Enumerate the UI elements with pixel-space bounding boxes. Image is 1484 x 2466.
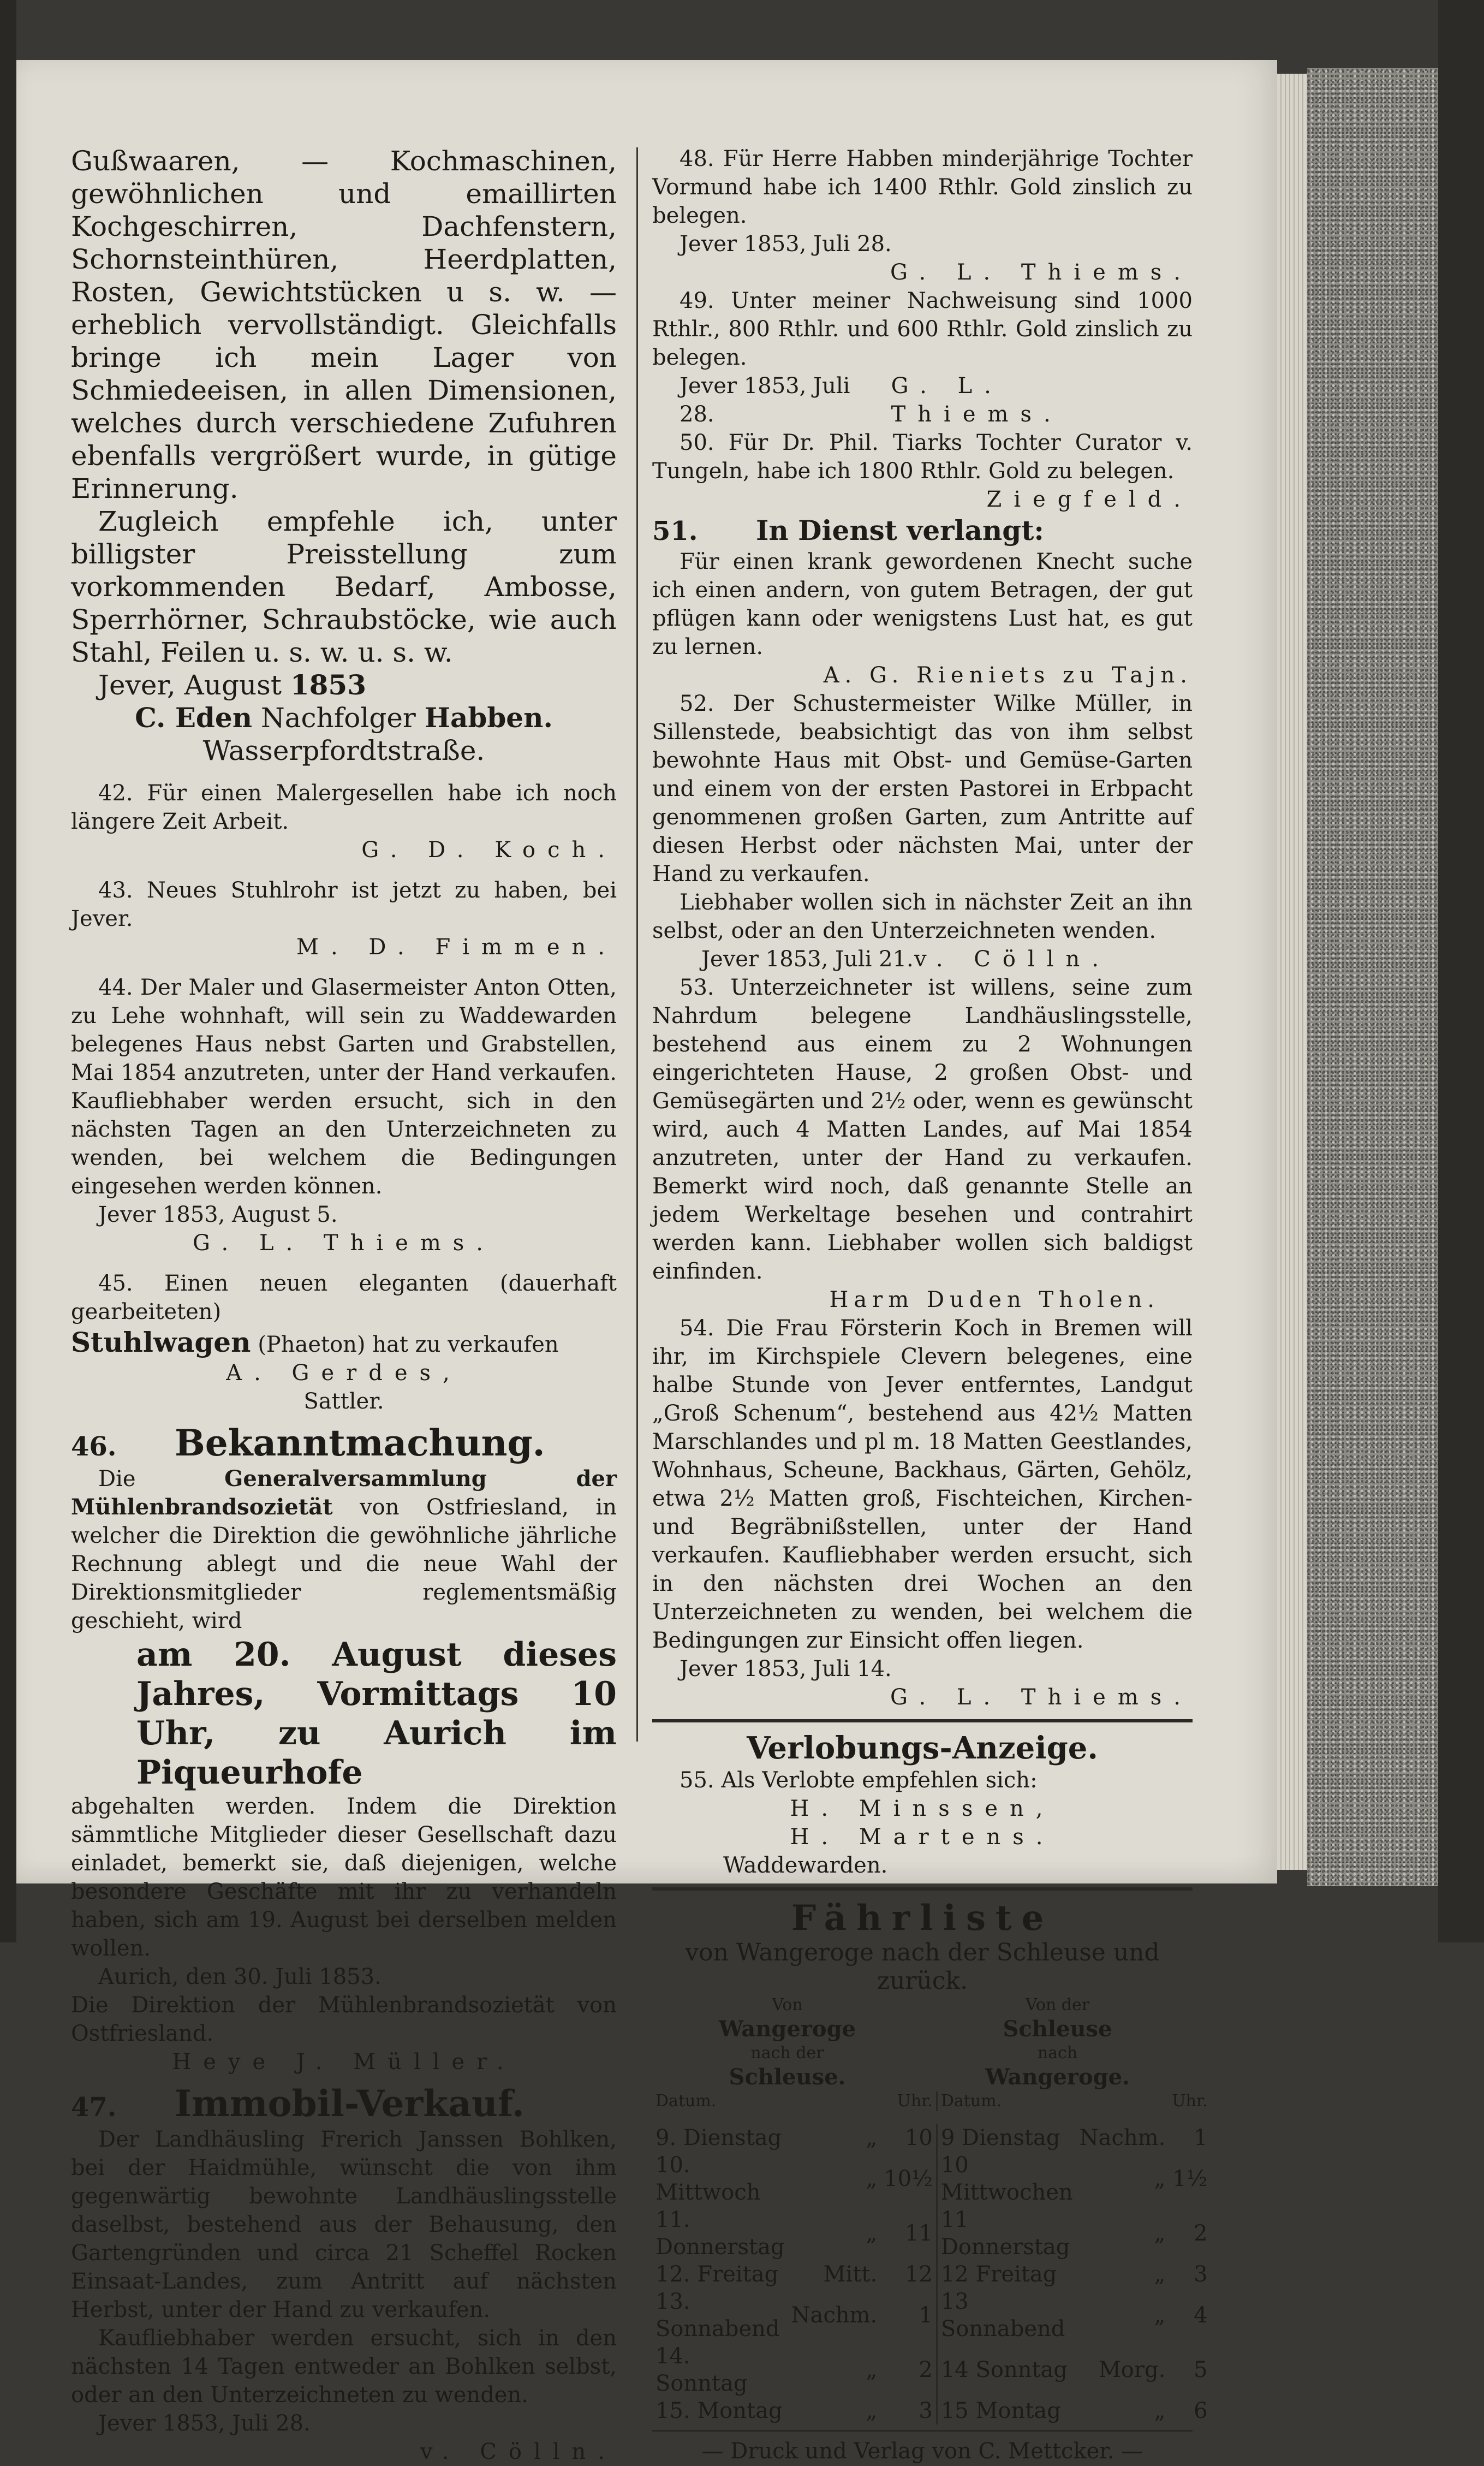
ad-51-heading xyxy=(652,514,1193,548)
ferry-outbound-mark: Nachm. xyxy=(791,2303,878,2328)
scan-background-left xyxy=(0,0,16,1942)
ferry-outbound-mark: „ xyxy=(866,2398,878,2423)
jever-dateline xyxy=(71,669,617,702)
ferry-schedule-table xyxy=(652,2091,1211,2425)
table-row xyxy=(652,2261,1211,2288)
ferry-return-day: 10 Mittwochen xyxy=(940,2153,1073,2205)
ferry-return-mark: „ xyxy=(1154,2221,1166,2246)
ad-45-line2 xyxy=(71,1326,617,1359)
table-row xyxy=(652,2288,1211,2343)
ad-55-name-2: H. Martens. xyxy=(790,1825,1055,1850)
ferry-right-to: Wangeroge. xyxy=(985,2064,1130,2090)
eden-signature xyxy=(71,702,617,734)
intro-paragraph-1: Gußwaaren, — Kochmaschinen, gewöhnlichen und emaillirten Kochgeschirren, Dachfenstern, Schornsteinthüren, Heerdplatten, Rosten, Gewichtstücken u s. w. — erheblich vervollständigt. Gleichfalls bringe ich mein Lager von Schmiedeeisen, in allen Dimensionen, welches durch verschiedene Zufuhren ebenfalls vergrößert wurde, in gütige Erinnerung. xyxy=(71,145,617,504)
col-datum-1: Datum. xyxy=(655,2091,717,2111)
ad-52-text-2: Liebhaber wollen sich in nächster Zeit an ihn selbst, oder an den Unterzeichneten wenden. xyxy=(652,890,1193,943)
ad-46-signature: Heye J. Müller. xyxy=(172,2049,516,2075)
ad-54-text: 54. Die Frau Försterin Koch in Bremen will ihr, im Kirchspiele Clevern belegenes, eine halbe Stunde von Jever entferntes, Landgut „Groß Schenum“, bestehend aus 42½ Matten Marschlandes und pl m. 18 Matten Geestlandes, Wohnhaus, Scheune, Backhaus, Gärten, Gehölz, etwa 2½ Matten groß, Fischteichen, Kirchen- und Begräbnißstellen, unter der Hand verkaufen. Kaufliebhaber werden ersucht, sich in den nächsten drei Wochen an den Unterzeichneten zu wenden, bei welchem die Bedingungen zur Einsicht offen liegen. xyxy=(652,1316,1193,1653)
ferry-return-time: 1½ xyxy=(1172,2166,1208,2191)
ferry-return-time: 2 xyxy=(1194,2221,1208,2246)
scan-background-right xyxy=(1438,0,1484,1942)
ad-47-paragraph-1: Der Landhäusling Frerich Janssen Bohlken, bei der Haidmühle, wünscht die von ihm gegenwärtig bewohnte Landhäuslingsstelle daselbst, bestehend aus der Behausung, den Gartengründen und circa 21 Scheffel Rocken Einsaat-Landes, zum Antritt auf nächsten Herbst, unter der Hand zu verkaufen. xyxy=(71,2127,617,2322)
ferry-subtitle: von Wangeroge nach der Schleuse und zurück. xyxy=(685,1939,1160,1995)
ferry-outbound-time: 10 xyxy=(880,2124,937,2152)
ad-51-title: In Dienst verlangt: xyxy=(756,514,1044,546)
ferry-return-time: 4 xyxy=(1194,2303,1208,2328)
ferry-outbound-mark: Mitt. xyxy=(823,2262,878,2287)
ad-46-paragraph-2: abgehalten werden. Indem die Direktion sämmtliche Mitglieder dieser Gesellschaft dazu einladet, bemerkt sie, daß diejenigen, welche besondere Geschäfte mit ihr zu verhandeln haben, sich am 19. August bei derselben melden wollen. xyxy=(71,1794,617,1961)
table-row xyxy=(652,2124,1211,2152)
ad-47-number: 47. xyxy=(71,2092,117,2123)
ferry-return-day: 11 Donnerstag xyxy=(940,2207,1070,2260)
ferry-outbound-mark: „ xyxy=(866,2166,878,2191)
ferry-outbound-time: 2 xyxy=(880,2343,937,2397)
ad-55-name-1: H. Minssen, xyxy=(790,1796,1055,1821)
ad-50-text: 50. Für Dr. Phil. Tiarks Tochter Curator v. Tungeln, habe ich 1800 Rthlr. Gold zu belegen. xyxy=(652,430,1193,484)
ferry-return-time: 1 xyxy=(1194,2125,1208,2150)
ad-46-date: Aurich, den 30. Juli 1853. xyxy=(98,1964,382,1989)
ad-48-date: Jever 1853, Juli 28. xyxy=(680,231,892,257)
ad-49-text: 49. Unter meiner Nachweisung sind 1000 Rthlr., 800 Rthlr. und 600 Rthlr. Gold zinslich zu belegen. xyxy=(652,288,1193,370)
table-bottom-rule xyxy=(652,2430,1193,2432)
table-row xyxy=(652,2397,1211,2425)
ferry-return-day: 9 Dienstag xyxy=(940,2125,1060,2150)
ferry-right-von: Von der xyxy=(1025,1995,1090,2015)
ad-45-bold: Stuhlwagen xyxy=(71,1326,251,1358)
right-column xyxy=(652,145,1208,2465)
ferry-outbound-day: 10. Mittwoch xyxy=(655,2153,761,2205)
ad-44-date: Jever 1853, August 5. xyxy=(98,1202,338,1227)
ferry-return-time: 3 xyxy=(1194,2262,1208,2287)
ad-46-number: 46. xyxy=(71,1431,117,1462)
ferry-right-nach: nach xyxy=(1037,2043,1078,2063)
ad-43-signature: M. D. Fimmen. xyxy=(296,935,617,960)
ad-46-p1-a: Die xyxy=(98,1466,136,1492)
marbled-book-edge xyxy=(1307,68,1438,1886)
column-divider xyxy=(636,147,638,1742)
ferry-outbound-day: 12. Freitag xyxy=(655,2262,779,2287)
ferry-return-day: 13 Sonnabend xyxy=(940,2289,1065,2342)
ferry-return-mark: „ xyxy=(1154,2262,1166,2287)
ferry-rows xyxy=(652,2124,1211,2425)
eden-street: Wasserpfordtstraße. xyxy=(202,735,485,766)
ad-54-date: Jever 1853, Juli 14. xyxy=(680,1656,892,1681)
table-row xyxy=(652,2343,1211,2397)
ad-51-text: Für einen krank gewordenen Knecht suche ich einen andern, von gutem Betragen, der gut pflügen kann oder wenigstens Lust hat, es gut zu lernen. xyxy=(652,549,1193,659)
ferry-left-to: Schleuse. xyxy=(729,2064,846,2090)
ferry-return-day: 15 Montag xyxy=(940,2398,1061,2423)
ad-49-signature: G. L. Thiems. xyxy=(891,373,1063,427)
ad-52-text: 52. Der Schustermeister Wilke Müller, in Sillenstede, beabsichtigt das von ihm selbst bewohnte Haus mit Obst- und Gemüse-Garten und einem von der ersten Pastorei in Erbpacht genommenen großen Garten, zum Antritte auf diesen Herbst oder nächsten Mai, unter der Hand zu verkaufen. xyxy=(652,691,1193,887)
ad-53-text: 53. Unterzeichneter ist willens, seine zum Nahrdum belegene Landhäuslingsstelle, bestehend aus einem zu 2 Wohnungen eingerichteten Hause, 2 großen Obst- und Gemüsegärten und 2½ oder, wenn es gewünscht wird, auch 4 Matten Landes, auf Mai 1854 anzutreten, unter der Hand zu verkaufen. Bemerkt wird noch, daß genannte Stelle an jedem Werkeltage besehen und contrahirt werden kann. Liebhaber wollen sich baldigst einfinden. xyxy=(652,975,1193,1284)
ferry-left-von: Von xyxy=(772,1995,803,2015)
ferry-left-nach: nach der xyxy=(750,2043,824,2063)
ad-42-text: 42. Für einen Malergesellen habe ich noch längere Zeit Arbeit. xyxy=(71,781,617,834)
ferry-outbound-mark: „ xyxy=(866,2357,878,2382)
ad-52-date: Jever 1853, Juli 21. xyxy=(701,947,914,972)
ad-47-heading xyxy=(71,2082,617,2125)
ferry-outbound-time: 1 xyxy=(880,2288,937,2343)
ferry-table-header xyxy=(652,2091,1211,2111)
divider-rule-2 xyxy=(652,1887,1193,1891)
ad-48-signature: G. L. Thiems. xyxy=(890,260,1193,285)
jever-year: 1853 xyxy=(290,669,367,701)
ad-46-big-notice: am 20. August dieses Jahres, Vormittags 10 Uhr, zu Aurich im Piqueurhofe xyxy=(136,1636,617,1792)
ferry-outbound-day: 14. Sonntag xyxy=(655,2344,748,2396)
ad-55-text: 55. Als Verlobte empfehlen sich: xyxy=(680,1768,1038,1793)
ferry-return-mark: „ xyxy=(1154,2303,1166,2328)
ad-52-footer xyxy=(652,945,1193,973)
col-uhr-2: Uhr. xyxy=(1172,2091,1208,2111)
ferry-outbound-day: 13. Sonnabend xyxy=(655,2289,780,2342)
ferry-right-from: Schleuse xyxy=(1003,2016,1112,2042)
ad-45-text: 45. Einen neuen eleganten (dauerhaft gearbeiteten) xyxy=(71,1271,617,1324)
col-datum-2: Datum. xyxy=(940,2091,1002,2111)
ferry-outbound-time: 12 xyxy=(880,2261,937,2288)
ferry-outbound-time: 10½ xyxy=(880,2152,937,2206)
ad-42-signature: G. D. Koch. xyxy=(361,837,617,863)
ad-43-text: 43. Neues Stuhlrohr ist jetzt zu haben, bei Jever. xyxy=(71,878,617,931)
ferry-outbound-mark: „ xyxy=(866,2125,878,2150)
ad-46-p1-bold: Generalversammlung der Mühlenbrandsozietät xyxy=(71,1466,617,1520)
ferry-return-time: 5 xyxy=(1194,2357,1208,2382)
ad-50-signature: Ziegfeld. xyxy=(986,487,1193,512)
ferry-return-mark: Nachm. xyxy=(1079,2125,1166,2150)
ferry-outbound-time: 11 xyxy=(880,2206,937,2261)
ferry-left-from: Wangeroge xyxy=(718,2016,856,2042)
ferry-outbound-time: 3 xyxy=(880,2397,937,2425)
divider-rule xyxy=(652,1719,1193,1722)
ferry-outbound-mark: „ xyxy=(866,2221,878,2246)
eden-successor: Nachfolger xyxy=(260,702,416,734)
ferry-left-header xyxy=(652,1995,922,2091)
imprint: — Druck und Verlag von C. Mettcker. — xyxy=(701,2439,1143,2464)
ad-46-heading xyxy=(71,1421,617,1465)
eden-habben: Habben. xyxy=(424,702,553,734)
engagement-title: Verlobungs-Anzeige. xyxy=(747,1730,1098,1766)
ferry-return-day: 12 Freitag xyxy=(940,2262,1057,2287)
left-column xyxy=(71,145,617,2466)
ad-45-text2: (Phaeton) hat zu verkaufen xyxy=(258,1332,559,1357)
ferry-right-header xyxy=(922,1995,1193,2091)
ad-47-title: Immobil-Verkauf. xyxy=(175,2082,525,2125)
ad-52-signature: v. Cölln. xyxy=(914,947,1111,972)
ad-44-signature: G. L. Thiems. xyxy=(192,1231,496,1256)
table-row xyxy=(652,2206,1211,2261)
ferry-return-mark: „ xyxy=(1154,2166,1166,2191)
ferry-outbound-day: 15. Montag xyxy=(655,2398,783,2423)
ferry-return-day: 14 Sonntag xyxy=(940,2357,1068,2382)
ad-47-date: Jever 1853, Juli 28. xyxy=(98,2411,311,2436)
ad-53-signature: Harm Duden Tholen. xyxy=(829,1287,1160,1312)
ad-45-trade: Sattler. xyxy=(303,1389,384,1414)
ad-46-organization: Die Direktion der Mühlenbrandsozietät von Ostfriesland. xyxy=(71,1993,617,2046)
ad-46-title: Bekanntmachung. xyxy=(175,1422,545,1464)
ad-47-signature: v. Cölln. xyxy=(420,2439,617,2464)
col-uhr-1: Uhr. xyxy=(880,2091,937,2111)
ferry-return-mark: „ xyxy=(1154,2398,1166,2423)
ferry-return-mark: Morg. xyxy=(1098,2357,1166,2382)
ad-47-paragraph-2: Kaufliebhaber werden ersucht, sich in den nächsten 14 Tagen entweder an Bohlken selbst, oder an den Unterzeichneten zu wenden. xyxy=(71,2326,617,2408)
ad-54-signature: G. L. Thiems. xyxy=(890,1685,1193,1710)
ferry-outbound-day: 11. Donnerstag xyxy=(655,2207,785,2260)
ferry-column-headers xyxy=(652,1995,1193,2091)
ad-48-text: 48. Für Herre Habben minderjährige Tochter Vormund habe ich 1400 Rthlr. Gold zinslich zu belegen. xyxy=(652,146,1193,228)
ad-44-text: 44. Der Maler und Glasermeister Anton Otten, zu Lehe wohnhaft, will sein zu Waddewarden belegenes Haus nebst Garten und Grabstellen, Mai 1854 anzutreten, unter der Hand verkaufen. Kaufliebhaber werden ersucht, sich in den nächsten Tagen an den Unterzeichneten zu wenden, bei welchem die Bedingungen eingesehen werden können. xyxy=(71,975,617,1199)
ad-51-number: 51. xyxy=(652,516,698,546)
jever-date: Jever, August xyxy=(98,669,282,701)
ad-51-signature: A. G. Rieniets zu Tajn. xyxy=(823,663,1193,688)
ad-49-footer xyxy=(652,372,1193,429)
ad-46-p1-b: von Ostfriesland, in welcher die Direktion die gewöhnliche jährliche Rechnung ablegt und die neue Wahl der Direktionsmitglieder reglementsmäßig geschieht, wird xyxy=(71,1495,617,1633)
table-row xyxy=(652,2152,1211,2206)
ad-49-date: Jever 1853, Juli 28. xyxy=(680,373,850,427)
ferry-title: Fährliste xyxy=(791,1898,1054,1939)
ad-55-place: Waddewarden. xyxy=(723,1853,888,1878)
ferry-return-time: 6 xyxy=(1194,2398,1208,2423)
eden-name: C. Eden xyxy=(135,702,253,734)
ad-45-signature: A. Gerdes, xyxy=(226,1360,462,1386)
intro-paragraph-2: Zugleich empfehle ich, unter billigster Preisstellung zum vorkommenden Bedarf, Ambosse, Sperrhörner, Schraubstöcke, wie auch Stahl, Feilen u. s. w. u. s. w. xyxy=(71,506,617,668)
ad-46-paragraph-1 xyxy=(71,1465,617,1635)
ferry-outbound-day: 9. Dienstag xyxy=(655,2125,782,2150)
